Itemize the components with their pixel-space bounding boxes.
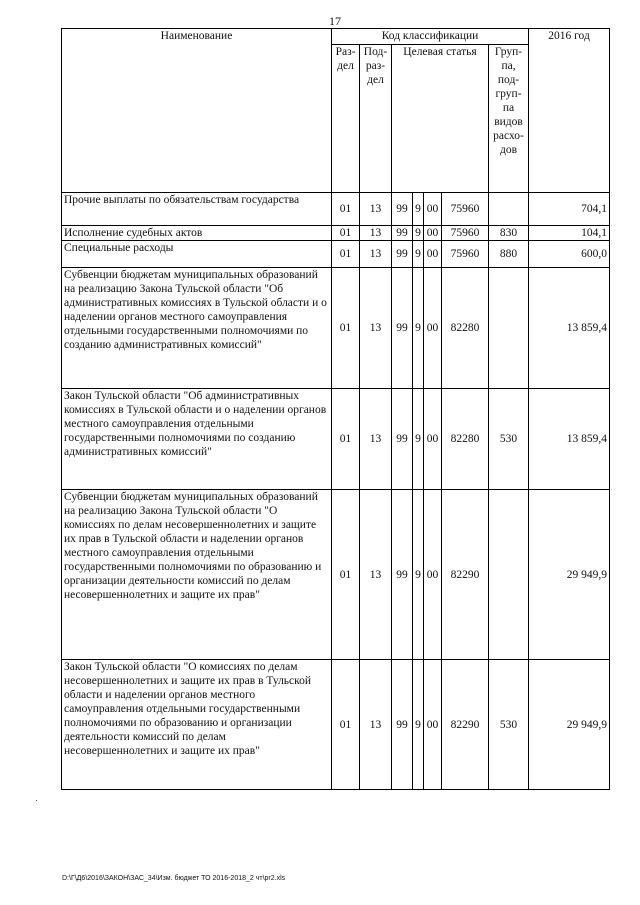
row-target-type: 9 <box>413 490 424 660</box>
row-razdel: 01 <box>332 226 360 241</box>
row-amount: 600,0 <box>529 241 610 268</box>
row-target-direction: 82290 <box>442 490 489 660</box>
row-target-direction: 75960 <box>442 226 489 241</box>
row-target-program: 99 <box>392 490 413 660</box>
row-group <box>489 268 529 389</box>
row-target-direction: 75960 <box>442 193 489 226</box>
row-razdel: 01 <box>332 241 360 268</box>
row-target-type: 9 <box>413 268 424 389</box>
row-podrazdel: 13 <box>360 268 392 389</box>
row-name: Субвенции бюджетам муниципальных образований на реализацию Закона Тульской области "О комиссиях по делам несовершеннолетних и защите их прав в Тульской области и наделении органов местного самоуправления отдельными государственными полномочиями по образованию и организации деятельности комиссий по делам несовершеннолетних и защите их прав" <box>62 490 332 660</box>
row-target-type: 9 <box>413 226 424 241</box>
row-name: Исполнение судебных актов <box>62 226 332 241</box>
row-podrazdel: 13 <box>360 241 392 268</box>
file-path-footer: D:\Г\Д6\2016\ЗАКОН\ЗАС_34\Изм. бюджет ТО 2016-2018_2 чт\pr2.xls <box>62 875 286 882</box>
row-name: Закон Тульской области "О комиссиях по делам несовершеннолетних и защите их прав в Тульской области и наделении органов местного самоуправления отдельными государственными полномочиями по образованию и организации деятельности комиссий по делам несовершеннолетних и защите их прав" <box>62 660 332 790</box>
row-name: Специальные расходы <box>62 241 332 268</box>
row-group <box>489 490 529 660</box>
row-target-direction: 82290 <box>442 660 489 790</box>
row-podrazdel: 13 <box>360 660 392 790</box>
row-amount: 13 859,4 <box>529 389 610 490</box>
row-amount: 29 949,9 <box>529 490 610 660</box>
row-razdel: 01 <box>332 268 360 389</box>
row-target-type: 9 <box>413 241 424 268</box>
table-row <box>62 226 610 241</box>
row-target-sub: 00 <box>424 226 442 241</box>
row-target-program: 99 <box>392 226 413 241</box>
row-target-program: 99 <box>392 268 413 389</box>
row-name: Прочие выплаты по обязательствам государства <box>62 193 332 226</box>
row-razdel: 01 <box>332 193 360 226</box>
row-razdel: 01 <box>332 660 360 790</box>
header-podrazdel: Под- раз- дел <box>360 45 392 193</box>
row-target-program: 99 <box>392 241 413 268</box>
row-group <box>489 193 529 226</box>
header-year: 2016 год <box>529 29 610 193</box>
row-target-sub: 00 <box>424 490 442 660</box>
row-target-sub: 00 <box>424 193 442 226</box>
row-razdel: 01 <box>332 490 360 660</box>
row-target-sub: 00 <box>424 389 442 490</box>
table-row <box>62 490 610 660</box>
row-amount: 29 949,9 <box>529 660 610 790</box>
table-row <box>62 389 610 490</box>
row-podrazdel: 13 <box>360 389 392 490</box>
page-number: 17 <box>329 14 341 28</box>
row-target-direction: 82280 <box>442 268 489 389</box>
table-row <box>62 660 610 790</box>
row-razdel: 01 <box>332 389 360 490</box>
row-group: 530 <box>489 660 529 790</box>
budget-table <box>61 28 610 790</box>
row-target-program: 99 <box>392 193 413 226</box>
row-group: 830 <box>489 226 529 241</box>
header-target: Целевая статья <box>392 45 489 193</box>
header-razdel: Раз- дел <box>332 45 360 193</box>
row-target-sub: 00 <box>424 268 442 389</box>
table-row <box>62 268 610 389</box>
row-podrazdel: 13 <box>360 193 392 226</box>
row-name: Закон Тульской области "Об административных комиссиях в Тульской области и о наделении органов местного самоуправления отдельными государственными полномочиями по созданию административных комиссий" <box>62 389 332 490</box>
row-target-type: 9 <box>413 389 424 490</box>
table-row <box>62 193 610 226</box>
row-amount: 13 859,4 <box>529 268 610 389</box>
row-amount: 104,1 <box>529 226 610 241</box>
table-row <box>62 241 610 268</box>
row-target-sub: 00 <box>424 660 442 790</box>
row-target-direction: 82280 <box>442 389 489 490</box>
row-target-sub: 00 <box>424 241 442 268</box>
header-group: Груп- па, под- груп- па видов расхо- дов <box>489 45 529 193</box>
row-target-program: 99 <box>392 389 413 490</box>
row-podrazdel: 13 <box>360 490 392 660</box>
row-target-direction: 75960 <box>442 241 489 268</box>
row-group: 880 <box>489 241 529 268</box>
row-amount: 704,1 <box>529 193 610 226</box>
header-classification: Код классификации <box>332 29 529 45</box>
row-target-program: 99 <box>392 660 413 790</box>
row-name: Субвенции бюджетам муниципальных образований на реализацию Закона Тульской области "Об административных комиссиях в Тульской области и о наделении органов местного самоуправления отдельными государственными полномочиями по созданию административных комиссий" <box>62 268 332 389</box>
header-name: Наименование <box>62 29 332 193</box>
row-target-type: 9 <box>413 193 424 226</box>
row-podrazdel: 13 <box>360 226 392 241</box>
row-group: 530 <box>489 389 529 490</box>
row-target-type: 9 <box>413 660 424 790</box>
